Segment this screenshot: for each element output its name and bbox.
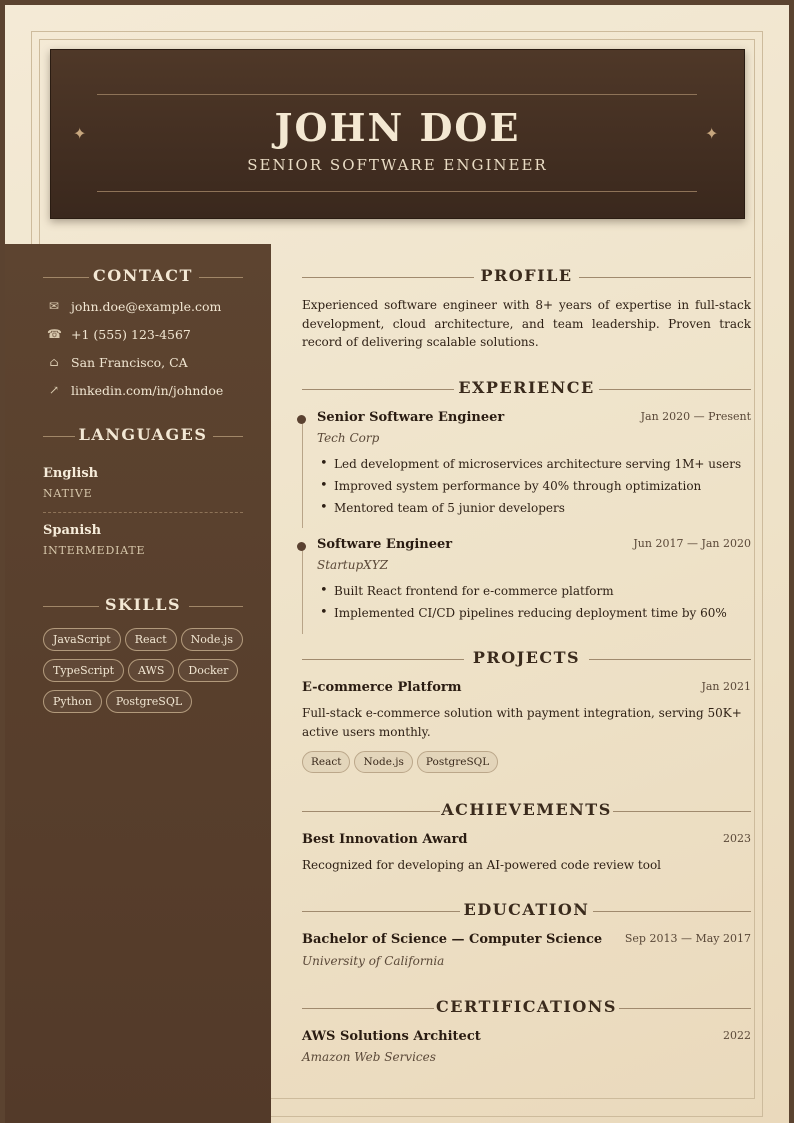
experience-section-title bbox=[302, 378, 751, 398]
certification-date: 2022 bbox=[723, 1029, 751, 1042]
job-date: Jan 2020 — Present bbox=[640, 410, 751, 423]
job-title: Software Engineer bbox=[317, 537, 453, 552]
degree-title: Bachelor of Science — Computer Science bbox=[302, 932, 603, 947]
school-name: University of California bbox=[302, 954, 445, 968]
contact-phone-value: +1 (555) 123-4567 bbox=[71, 327, 191, 342]
job-date: Jun 2017 — Jan 2020 bbox=[633, 537, 751, 550]
achievement-description: Recognized for developing an AI-powered code review tool bbox=[302, 858, 662, 872]
achievement-title: Best Innovation Award bbox=[302, 832, 468, 847]
sparkle-icon: ✦ bbox=[705, 124, 719, 143]
timeline-dot bbox=[297, 415, 306, 424]
education-section-title bbox=[302, 900, 751, 920]
link-icon: ↗ bbox=[48, 383, 60, 397]
sidebar bbox=[5, 244, 271, 1123]
skill-tag: JavaScript bbox=[43, 628, 121, 651]
tech-tag: Node.js bbox=[354, 751, 412, 773]
contact-location-value: San Francisco, CA bbox=[71, 355, 188, 370]
certifications-section-title bbox=[302, 997, 751, 1017]
project-title: E-commerce Platform bbox=[302, 680, 462, 695]
skills-title: SKILLS bbox=[105, 595, 181, 614]
achievements-title: ACHIEVEMENTS bbox=[441, 800, 612, 819]
experience-title: EXPERIENCE bbox=[458, 378, 595, 397]
tech-tag: PostgreSQL bbox=[417, 751, 498, 773]
resume-header bbox=[50, 49, 745, 219]
languages-title: LANGUAGES bbox=[78, 425, 208, 444]
job-title: Senior Software Engineer bbox=[317, 410, 505, 425]
skill-tag: Python bbox=[43, 690, 102, 713]
language-level: INTERMEDIATE bbox=[43, 544, 146, 557]
job-bullets bbox=[317, 582, 727, 626]
job-company: Tech Corp bbox=[317, 431, 380, 445]
timeline-line bbox=[302, 417, 303, 528]
contact-linkedin-value: linkedin.com/in/johndoe bbox=[71, 383, 224, 398]
job-company: StartupXYZ bbox=[317, 558, 388, 572]
certification-title: AWS Solutions Architect bbox=[302, 1029, 481, 1044]
skill-tag: PostgreSQL bbox=[106, 690, 192, 713]
education-title: EDUCATION bbox=[463, 900, 590, 919]
project-tags bbox=[302, 750, 502, 773]
skill-tag: Node.js bbox=[181, 628, 243, 651]
profile-title: PROFILE bbox=[480, 266, 573, 285]
resume-page bbox=[5, 5, 789, 1123]
candidate-role: SENIOR SOFTWARE ENGINEER bbox=[247, 156, 548, 174]
skills-list bbox=[43, 628, 253, 721]
phone-icon: ☎ bbox=[47, 327, 62, 341]
languages-section-title bbox=[43, 425, 243, 445]
skill-tag: React bbox=[125, 628, 177, 651]
profile-summary: Experienced software engineer with 8+ years of expertise in full-stack development, cloud architecture, and team leadership. Proven track record of delivering scalable solutions. bbox=[302, 298, 751, 349]
achievement-date: 2023 bbox=[723, 832, 751, 845]
achievements-section-title bbox=[302, 800, 751, 820]
mail-icon: ✉ bbox=[48, 299, 60, 313]
list-item: • Implemented CI/CD pipelines reducing deployment time by 60% bbox=[317, 604, 727, 626]
header-rule-top bbox=[97, 94, 697, 95]
job-bullets bbox=[317, 455, 741, 521]
home-icon: ⌂ bbox=[49, 355, 59, 369]
language-level: NATIVE bbox=[43, 487, 93, 500]
skill-tag: Docker bbox=[178, 659, 238, 682]
language-name: Spanish bbox=[43, 523, 102, 538]
projects-section-title bbox=[302, 648, 751, 668]
list-item: • Built React frontend for e-commerce platform bbox=[317, 582, 727, 604]
education-date: Sep 2013 — May 2017 bbox=[624, 932, 751, 945]
header-rule-bottom bbox=[97, 191, 697, 192]
language-name: English bbox=[43, 466, 99, 481]
list-item: • Led development of microservices architecture serving 1M+ users bbox=[317, 455, 741, 477]
list-item: • Mentored team of 5 junior developers bbox=[317, 499, 741, 521]
skill-tag: TypeScript bbox=[43, 659, 124, 682]
sparkle-icon: ✦ bbox=[73, 124, 87, 143]
certifications-title: CERTIFICATIONS bbox=[436, 997, 617, 1016]
skill-tag: AWS bbox=[128, 659, 174, 682]
candidate-name: JOHN DOE bbox=[274, 105, 521, 150]
projects-title: PROJECTS bbox=[472, 648, 581, 667]
certification-issuer: Amazon Web Services bbox=[302, 1050, 436, 1064]
skills-section-title bbox=[43, 595, 243, 615]
timeline-dot bbox=[297, 542, 306, 551]
contact-section-title bbox=[43, 266, 243, 286]
tech-tag: React bbox=[302, 751, 350, 773]
language-divider bbox=[43, 512, 243, 513]
project-date: Jan 2021 bbox=[701, 680, 751, 693]
contact-title: CONTACT bbox=[93, 266, 193, 285]
timeline-line bbox=[302, 544, 303, 634]
profile-section-title bbox=[302, 266, 751, 286]
project-description: Full-stack e-commerce solution with payment integration, serving 50K+ active users monthly. bbox=[302, 706, 742, 739]
contact-email-value: john.doe@example.com bbox=[71, 299, 222, 314]
list-item: • Improved system performance by 40% through optimization bbox=[317, 477, 741, 499]
